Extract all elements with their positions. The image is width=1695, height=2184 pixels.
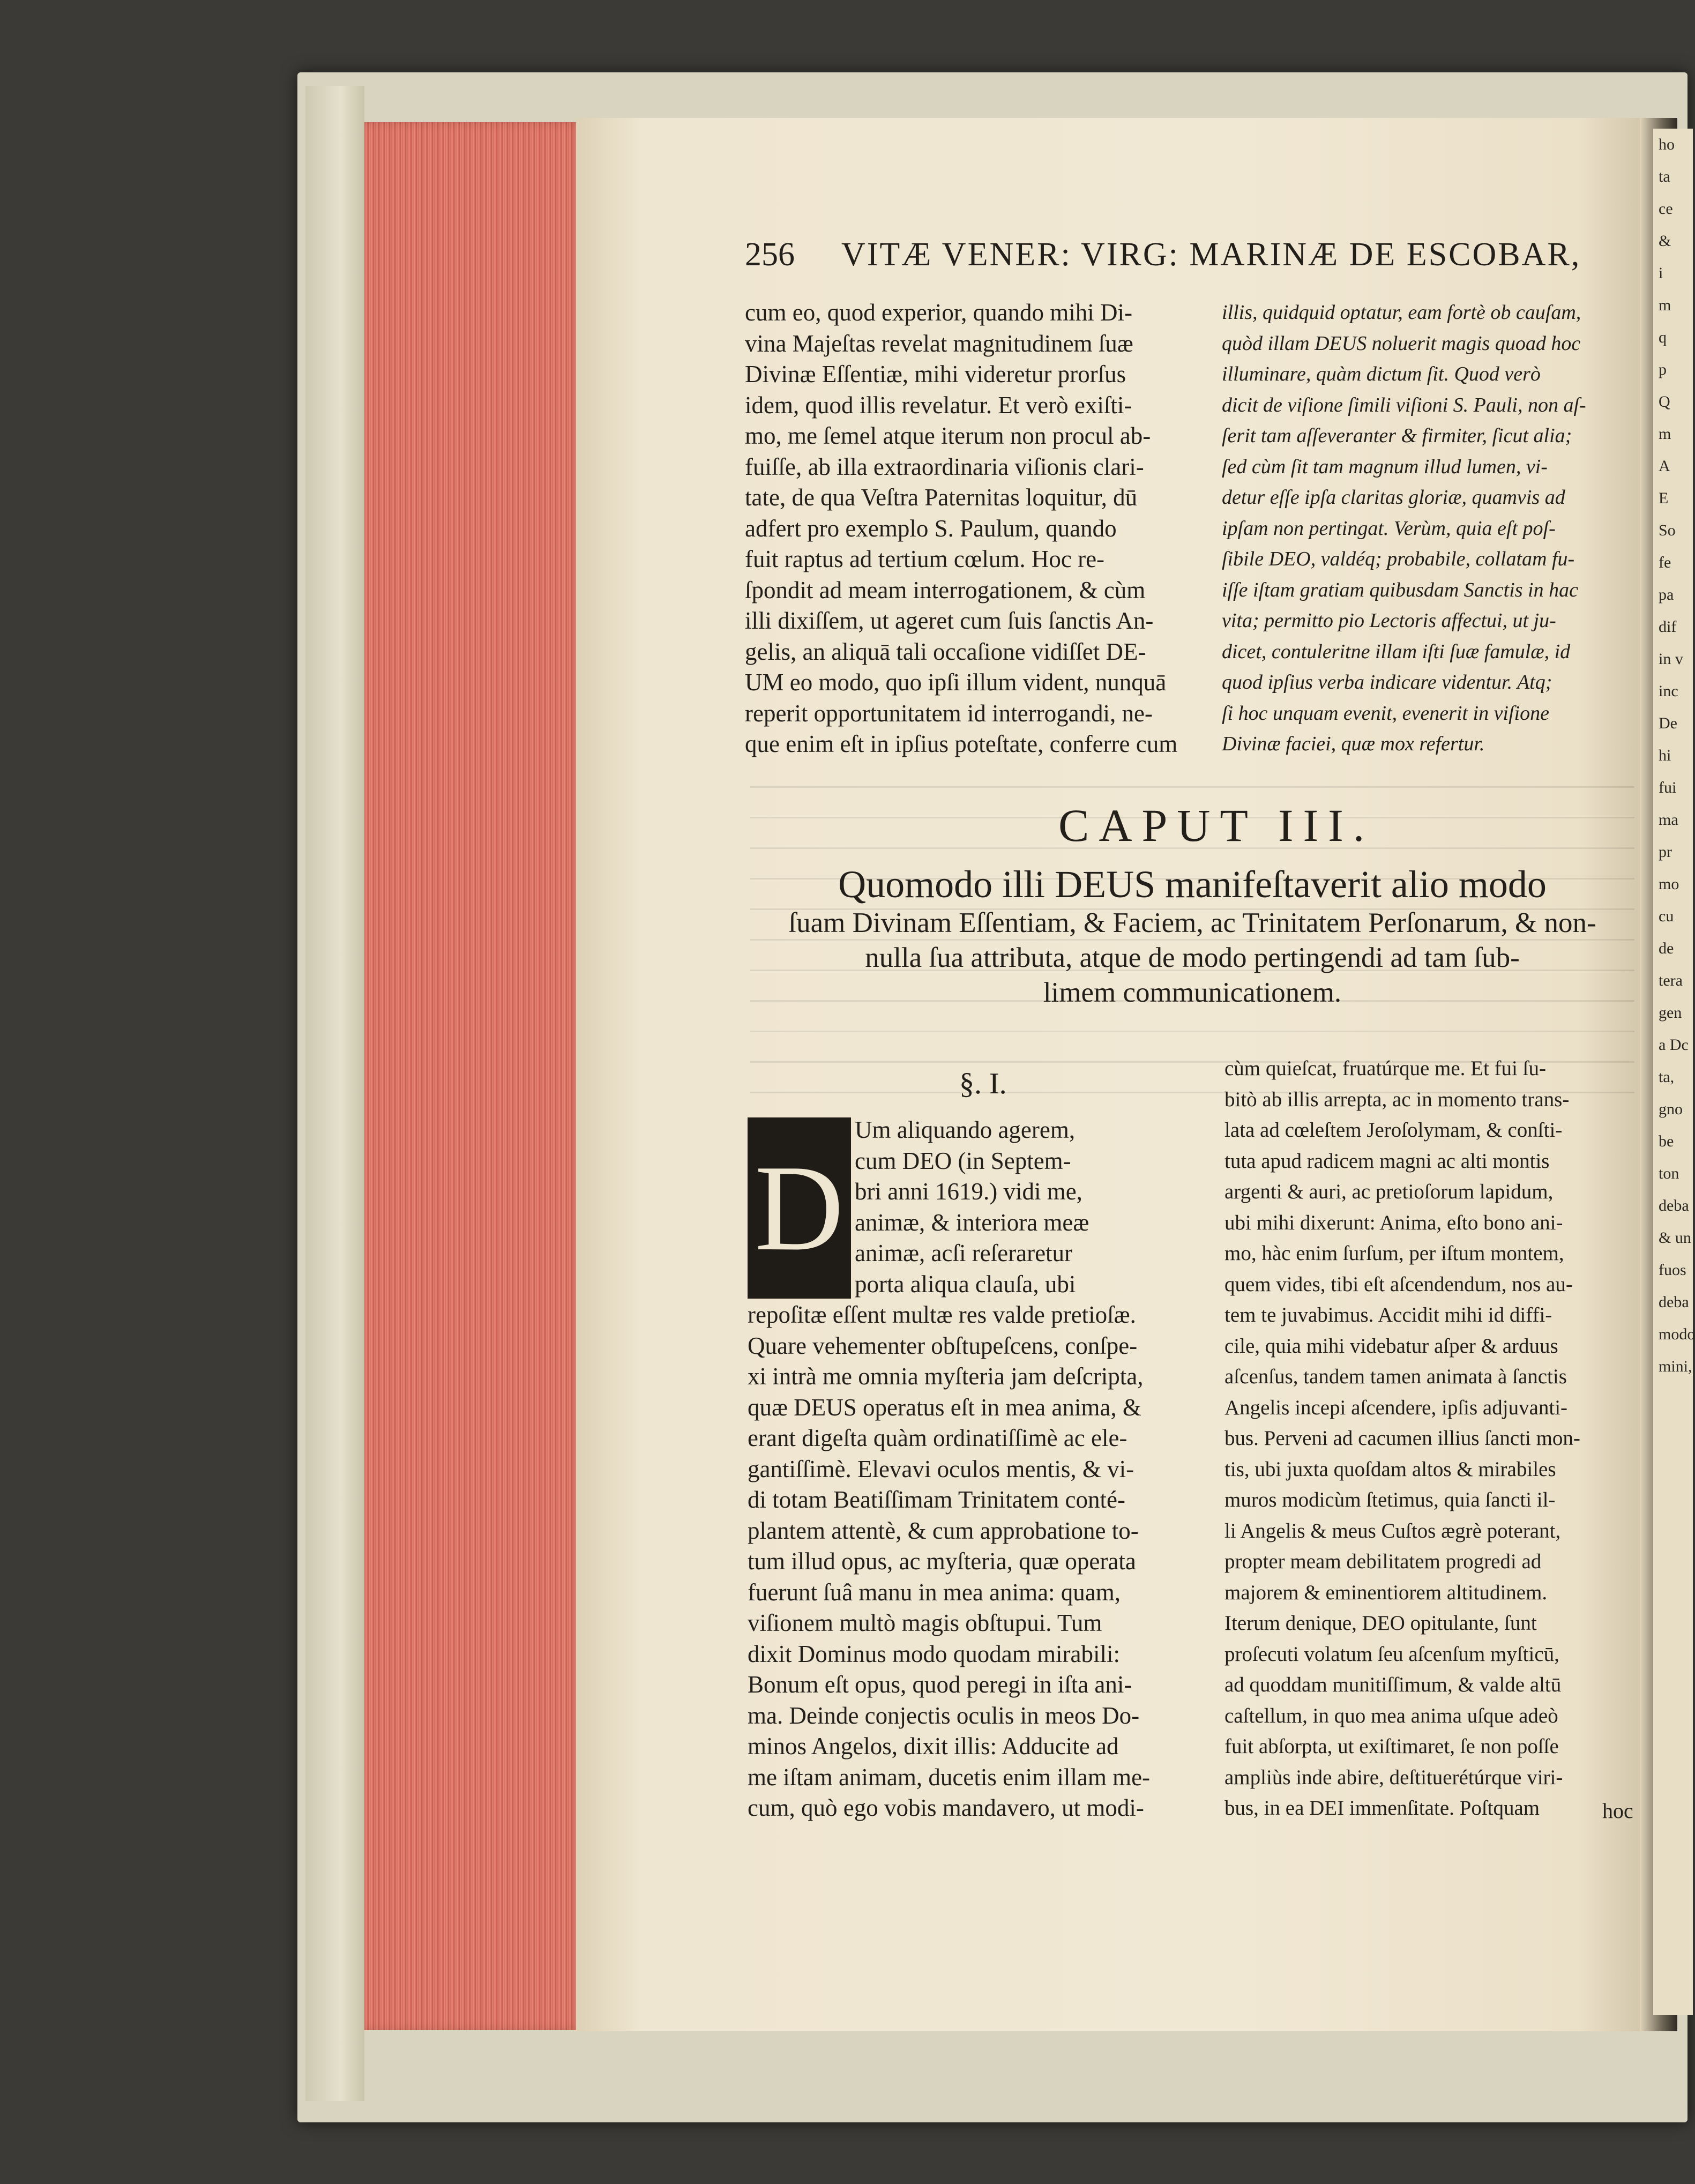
text-line: ſpondit ad meam interrogationem, & cùm (745, 576, 1146, 603)
text-line: majorem & eminentiorem altitudinem. (1224, 1581, 1548, 1604)
cover-board-edge (305, 86, 364, 2101)
text-line: tis, ubi juxta quoſdam altos & mirabiles (1224, 1457, 1556, 1481)
text-line: illis, quidquid optatur, eam fortè ob cauſam, (1222, 301, 1581, 324)
text-line: bus. Perveni ad cacumen illius ſancti mon- (1224, 1427, 1580, 1450)
text-line: Divinæ faciei, quæ mox refertur. (1222, 733, 1485, 755)
chapter-subtitle-line: Quomodo illi DEUS manifeſtaverit alio modo (838, 863, 1547, 906)
section-mark: §. I. (959, 1067, 1007, 1100)
facing-page-line: a Dc (1659, 1036, 1689, 1054)
text-line: tem te juvabimus. Accidit mihi id diffi- (1224, 1303, 1552, 1326)
text-line: tum illud opus, ac myſteria, quæ operata (748, 1548, 1136, 1575)
running-title: VITÆ VENER: VIRG: MARINÆ DE ESCOBAR, (841, 236, 1581, 273)
text-line: bus, in ea DEI immenſitate. Poſtquam (1224, 1797, 1540, 1820)
facing-page-line: dif (1659, 618, 1677, 636)
initial-letter: D (755, 1139, 844, 1276)
text-line: porta aliqua clauſa, ubi (855, 1270, 1076, 1298)
text-line: Bonum eſt opus, quod peregi in iſta ani- (748, 1671, 1132, 1698)
facing-page-line: gno (1659, 1100, 1683, 1118)
text-line: cum, quò ego vobis mandavero, ut modi- (748, 1794, 1144, 1821)
text-line: me iſtam animam, ducetis enim illam me- (748, 1763, 1151, 1791)
text-line: iſſe iſtam gratiam quibusdam Sanctis in hac (1222, 578, 1578, 601)
facing-page-line: mini, (1659, 1358, 1692, 1375)
facing-page-line: q (1659, 329, 1667, 346)
text-line: mo, hàc enim ſurſum, per iſtum montem, (1224, 1242, 1564, 1265)
text-line: xi intrà me omnia myſteria jam deſcripta, (748, 1363, 1144, 1390)
facing-page-line: ce (1659, 200, 1673, 218)
text-line: quòd illam DEUS noluerit magis quoad hoc (1222, 332, 1581, 355)
text-line: fuiſſe, ab illa extraordinaria viſionis clari- (745, 453, 1144, 480)
facing-page-line: hi (1659, 747, 1671, 764)
text-line: ubi mihi dixerunt: Anima, eſto bono ani- (1224, 1211, 1563, 1234)
facing-page-line: A (1659, 457, 1670, 475)
text-line: illi dixiſſem, ut ageret cum ſuis ſanctis An- (745, 607, 1154, 634)
facing-page-line: ta (1659, 168, 1670, 185)
text-line: di totam Beatiſſimam Trinitatem conté- (748, 1486, 1125, 1513)
text-line: Um aliquando agerem, (855, 1116, 1076, 1143)
text-line: bitò ab illis arrepta, ac in momento trans- (1224, 1087, 1570, 1111)
text-line: cile, quia mihi videbatur aſper & arduus (1224, 1334, 1558, 1358)
facing-page-line: gen (1659, 1004, 1682, 1022)
text-line: gelis, an aliquā tali occaſione vidiſſet DE- (745, 638, 1146, 665)
top-left-column (745, 297, 1214, 760)
facing-page-line: m (1659, 425, 1671, 443)
text-line: argenti & auri, ac pretioſorum lapidum, (1224, 1180, 1554, 1203)
text-line: Angelis incepi aſcendere, ipſis adjuvanti- (1224, 1396, 1568, 1419)
text-line: ad quoddam munitiſſimum, & valde altū (1224, 1673, 1562, 1696)
facing-page-line: be (1659, 1132, 1674, 1150)
facing-page-line: de (1659, 940, 1674, 957)
facing-page-line: E (1659, 489, 1669, 507)
text-line: gantiſſimè. Elevavi oculos mentis, & vi- (748, 1455, 1134, 1482)
text-line: illuminare, quàm dictum ſit. Quod verò (1222, 363, 1541, 385)
text-line: quæ DEUS operatus eſt in mea anima, & (748, 1393, 1141, 1421)
text-line: lata ad cœleſtem Jeroſolymam, & conſti- (1224, 1119, 1563, 1142)
facing-page-line: deba (1659, 1293, 1689, 1311)
text-line: detur eſſe ipſa claritas gloriæ, quamvis ad (1222, 486, 1565, 509)
facing-page-fragment (1653, 129, 1693, 2015)
chapter-subtitle-line: ſuam Divinam Eſſentiam, & Faciem, ac Trinitatem Perſonarum, & non- (788, 907, 1596, 938)
text-line: dicit de viſione ſimili viſioni S. Pauli, non aſ- (1222, 393, 1586, 416)
text-line: ſerit tam aſſeveranter & firmiter, ſicut alia; (1222, 424, 1572, 447)
facing-page-line: & un (1659, 1229, 1691, 1247)
text-line: quod ipſius verba indicare videntur. Atq; (1222, 671, 1552, 694)
text-line: ampliùs inde abire, deſtituerétúrque viri- (1224, 1765, 1563, 1789)
text-line: ſibile DEO, valdéq; probabile, collatam fu- (1222, 548, 1575, 570)
text-line: cum eo, quod experior, quando mihi Di- (745, 299, 1133, 326)
text-line: li Angelis & meus Cuſtos ægrè poterant, (1224, 1519, 1561, 1542)
facing-page-line: ho (1659, 136, 1675, 153)
facing-page-line: ta, (1659, 1068, 1675, 1086)
facing-page-line: ton (1659, 1165, 1679, 1182)
facing-page-line: Q (1659, 393, 1670, 411)
top-right-column (1222, 297, 1645, 760)
text-line: cum DEO (in Septem- (855, 1147, 1071, 1174)
page-header (745, 236, 1624, 284)
facing-page-line: So (1659, 521, 1676, 539)
text-line: cùm quieſcat, fruatúrque me. Et fui ſu- (1224, 1057, 1546, 1080)
text-line: adfert pro exemplo S. Paulum, quando (745, 515, 1117, 542)
facing-page-line: modo (1659, 1325, 1695, 1343)
text-line: animæ, & interiora meæ (855, 1209, 1089, 1236)
facing-page-line: mo (1659, 875, 1679, 893)
facing-page-line: m (1659, 296, 1671, 314)
facing-page-line: tera (1659, 972, 1683, 989)
text-line: Divinæ Eſſentiæ, mihi videretur prorſus (745, 361, 1126, 387)
facing-page-line: fe (1659, 554, 1671, 571)
facing-page-line: in v (1659, 650, 1683, 668)
text-line: tate, de qua Veſtra Paternitas loquitur, dū (745, 484, 1138, 511)
text-line: dixit Dominus modo quodam mirabili: (748, 1640, 1120, 1667)
facing-page-line: inc (1659, 682, 1678, 700)
text-line: fuit abſorpta, ut exiſtimaret, ſe non poſſe (1224, 1735, 1559, 1758)
text-line: proſecuti volatum ſeu aſcenſum myſticū, (1224, 1642, 1559, 1666)
text-line: minos Angelos, dixit illis: Adducite ad (748, 1733, 1119, 1760)
text-line: muros modicùm ſtetimus, quia ſancti il- (1224, 1488, 1556, 1511)
facing-page-line: pr (1659, 843, 1672, 861)
text-line: UM eo modo, quo ipſi illum vident, nunquā (745, 669, 1167, 696)
facing-page-line: pa (1659, 586, 1674, 603)
page-number: 256 (745, 236, 795, 273)
chapter-subtitle-line: nulla ſua attributa, atque de modo pertingendi ad tam ſub- (865, 942, 1520, 973)
text-line: idem, quod illis revelatur. Et verò exiſti- (745, 391, 1132, 419)
facing-page-line: ma (1659, 811, 1678, 829)
facing-page-line: & (1659, 232, 1671, 250)
text-line: dicet, contuleritne illam iſti ſuæ famulæ, id (1222, 640, 1571, 663)
text-line: Quare vehementer obſtupeſcens, conſpe- (748, 1332, 1138, 1359)
text-line: Iterum denique, DEO opitulante, ſunt (1224, 1612, 1537, 1635)
body-left-column (748, 1115, 1216, 1824)
text-line: plantem attentè, & cum approbatione to- (748, 1517, 1139, 1544)
text-line: fuerunt ſuâ manu in mea anima: quam, (748, 1578, 1121, 1606)
text-line: reperit opportunitatem id interrogandi, ne- (745, 699, 1153, 727)
facing-page-line: fui (1659, 779, 1677, 796)
text-line: erant digeſta quàm ordinatiſſimè ac ele- (748, 1425, 1127, 1451)
text-line: mo, me ſemel atque iterum non procul ab- (745, 422, 1151, 449)
facing-page-line: p (1659, 361, 1667, 378)
facing-page-line: De (1659, 714, 1677, 732)
text-line: aſcenſus, tandem tamen animata à ſanctis (1224, 1365, 1567, 1388)
text-line: viſionem multò magis obſtupui. Tum (748, 1609, 1102, 1636)
text-line: bri anni 1619.) vidi me, (855, 1178, 1082, 1205)
text-line: vita; permitto pio Lectoris affectui, ut ju- (1222, 609, 1556, 632)
text-line: ipſam non pertingat. Verùm, quia eſt poſ- (1222, 517, 1556, 540)
chapter-subtitle (748, 863, 1637, 1010)
text-line: tuta apud radicem magni ac alti montis (1224, 1149, 1550, 1173)
text-line: ma. Deinde conjectis oculis in meos Do- (748, 1702, 1140, 1729)
text-line: ſi hoc unquam evenit, evenerit in viſione (1222, 702, 1549, 725)
text-line: que enim eſt in ipſius poteſtate, conferre cum (745, 731, 1178, 757)
chapter-subtitle-line: limem communicationem. (1043, 977, 1342, 1008)
facing-page-line: deba (1659, 1197, 1689, 1214)
text-line: ſed cùm ſit tam magnum illud lumen, vi- (1222, 455, 1548, 478)
text-line: propter meam debilitatem progredi ad (1224, 1550, 1542, 1573)
facing-page-line: cu (1659, 907, 1674, 925)
facing-page-line: fuos (1659, 1261, 1686, 1279)
text-line: fuit raptus ad tertium cœlum. Hoc re- (745, 546, 1105, 572)
body-right-column (1224, 1053, 1648, 1824)
text-line: repoſitæ eſſent multæ res valde pretioſæ. (748, 1301, 1136, 1328)
text-line: caſtellum, in quo mea anima uſque adeò (1224, 1704, 1558, 1727)
chapter-title: CAPUT III. (1058, 800, 1375, 851)
catchword: hoc (1602, 1799, 1633, 1823)
text-line: animæ, acſi reſeraretur (855, 1240, 1073, 1266)
text-line: quem vides, tibi eſt aſcendendum, nos au- (1224, 1272, 1573, 1296)
red-page-edges (364, 122, 584, 2030)
facing-page-line: i (1659, 264, 1663, 282)
text-line: vina Majeſtas revelat magnitudinem ſuæ (745, 330, 1133, 357)
